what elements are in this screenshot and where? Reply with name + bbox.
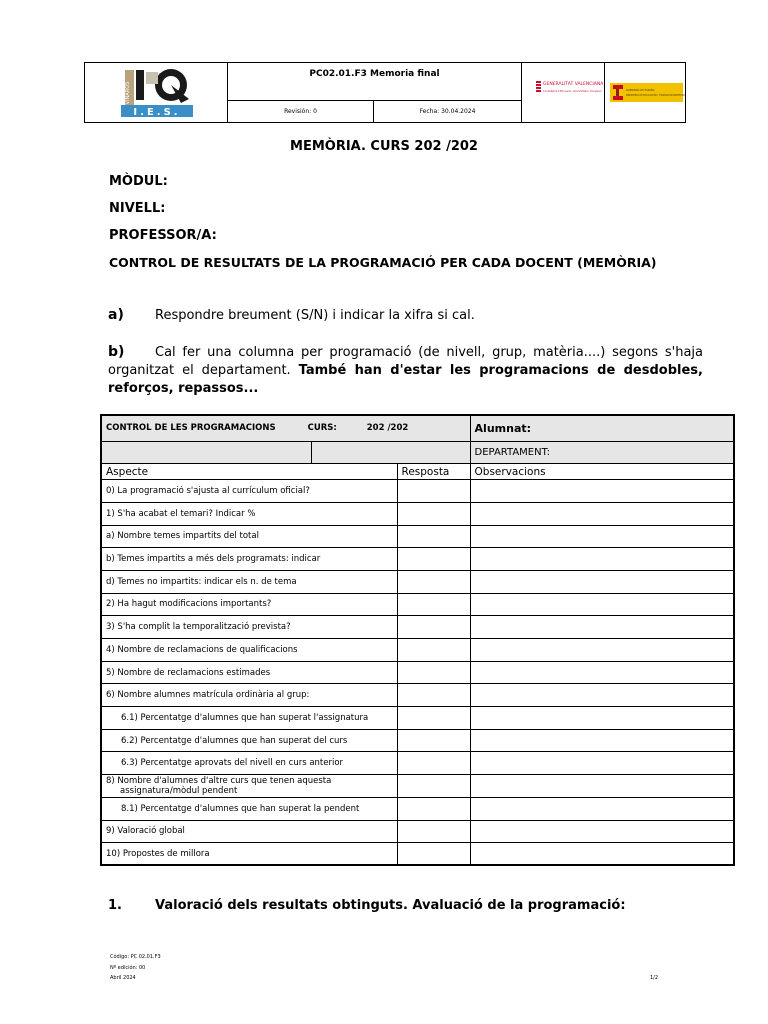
- generalitat-logo: [522, 63, 605, 122]
- row-aspect: 6.2) Percentatge d'alumnes que han superat del curs: [101, 729, 397, 752]
- section-1-text: Valoració dels resultats obtinguts. Avaluació de la programació:: [155, 898, 626, 913]
- resposta-cell[interactable]: [397, 684, 470, 707]
- section-1-number: 1.: [108, 898, 122, 913]
- observacions-cell[interactable]: [470, 616, 734, 639]
- observacions-cell[interactable]: [470, 752, 734, 775]
- modul-label: MÒDUL:: [109, 174, 168, 189]
- table-row: [101, 729, 734, 752]
- row-aspect: b) Temes impartits a més dels programats: indicar: [101, 548, 397, 571]
- doc-date: Fecha: 30.04.2024: [419, 108, 476, 115]
- resposta-cell[interactable]: [397, 707, 470, 730]
- instruction-a-text: Respondre breument (S/N) i indicar la xifra si cal.: [155, 308, 475, 323]
- footer-date: Abril 2024: [110, 975, 136, 981]
- observacions-cell[interactable]: [470, 843, 734, 866]
- table-row: [101, 752, 734, 775]
- instruction-b: [108, 343, 703, 398]
- row-aspect: 3) S'ha complit la temporalització prevista?: [101, 616, 397, 639]
- gv-subtitle: Conselleria d'Educació, Universitats i Ocupació: [543, 90, 602, 93]
- generalitat-icon: [522, 63, 605, 122]
- table-row: [101, 820, 734, 843]
- ministry-line1: GOBIERNO DE ESPAÑA: [626, 89, 655, 92]
- col-resposta: Resposta: [397, 464, 470, 480]
- alumnat-label: Alumnat:: [470, 415, 734, 441]
- table-row: [101, 480, 734, 503]
- curs-label: CURS:: [307, 423, 337, 434]
- resposta-cell[interactable]: [397, 548, 470, 571]
- footer-code: Código: PC 02.01.F3: [110, 954, 161, 960]
- empty-cell[interactable]: [101, 441, 311, 464]
- resposta-cell[interactable]: [397, 820, 470, 843]
- table-department-row: [101, 441, 734, 464]
- curs-value: 202 /202: [366, 423, 409, 434]
- table-row: [101, 616, 734, 639]
- document-header: [84, 62, 686, 123]
- observacions-cell[interactable]: [470, 707, 734, 730]
- resposta-cell[interactable]: [397, 639, 470, 662]
- table-row: [101, 548, 734, 571]
- school-logo: [85, 63, 228, 122]
- resposta-cell[interactable]: [397, 775, 470, 798]
- empty-cell[interactable]: [311, 441, 470, 464]
- resposta-cell[interactable]: [397, 525, 470, 548]
- row-aspect-line1: 8) Nombre d'alumnes d'altre curs que tenen aquesta: [106, 775, 332, 786]
- gv-name: GENERALITAT VALENCIANA: [543, 82, 604, 87]
- row-aspect: [101, 775, 397, 798]
- nivell-label: NIVELL:: [109, 201, 166, 216]
- table-row: [101, 525, 734, 548]
- table-row: [101, 707, 734, 730]
- row-aspect: 0) La programació s'ajusta al currículum oficial?: [101, 480, 397, 503]
- table-row: [101, 570, 734, 593]
- ies-logo-icon: [85, 63, 228, 122]
- professor-label: PROFESSOR/A:: [109, 228, 217, 243]
- row-aspect: 1) S'ha acabat el temari? Indicar %: [101, 502, 397, 525]
- table-row: [101, 502, 734, 525]
- instruction-a: [108, 307, 475, 323]
- observacions-cell[interactable]: [470, 775, 734, 798]
- control-table: [100, 414, 735, 866]
- page-number: 1/2: [650, 975, 659, 981]
- control-curs-cell: [101, 415, 470, 441]
- observacions-cell[interactable]: [470, 820, 734, 843]
- observacions-cell[interactable]: [470, 502, 734, 525]
- row-aspect: 8.1) Percentatge d'alumnes que han superat la pendent: [101, 797, 397, 820]
- instruction-b-bold: També han d'estar les programacions de desdobles, reforços, repassos...: [108, 363, 703, 396]
- col-aspecte: Aspecte: [101, 464, 397, 480]
- instruction-b-label: b): [108, 344, 125, 360]
- revision: Revisión: 0: [228, 101, 374, 122]
- observacions-cell[interactable]: [470, 593, 734, 616]
- resposta-cell[interactable]: [397, 480, 470, 503]
- row-aspect: d) Temes no impartits: indicar els n. de tema: [101, 570, 397, 593]
- observacions-cell[interactable]: [470, 639, 734, 662]
- ministry-logo: [605, 63, 685, 122]
- departament-label: DEPARTAMENT:: [470, 441, 734, 464]
- observacions-cell[interactable]: [470, 480, 734, 503]
- resposta-cell[interactable]: [397, 593, 470, 616]
- table-row: [101, 639, 734, 662]
- row-aspect-line2: assignatura/mòdul pendent: [120, 785, 238, 796]
- control-heading: CONTROL DE RESULTATS DE LA PROGRAMACIÓ PER CADA DOCENT (MEMÒRIA): [109, 255, 657, 270]
- resposta-cell[interactable]: [397, 661, 470, 684]
- footer-edition: Nº edición: 00: [110, 965, 146, 971]
- resposta-cell[interactable]: [397, 570, 470, 593]
- control-label: CONTROL DE LES PROGRAMACIONS: [106, 423, 276, 434]
- instruction-a-label: a): [108, 307, 124, 323]
- resposta-cell[interactable]: [397, 502, 470, 525]
- row-aspect: 6.3) Percentatge aprovats del nivell en curs anterior: [101, 752, 397, 775]
- row-aspect: 4) Nombre de reclamacions de qualificacions: [101, 639, 397, 662]
- observacions-cell[interactable]: [470, 525, 734, 548]
- resposta-cell[interactable]: [397, 729, 470, 752]
- resposta-cell[interactable]: [397, 797, 470, 820]
- resposta-cell[interactable]: [397, 843, 470, 866]
- header-info: [228, 63, 522, 122]
- logo-side-text: VINARÒS: [125, 81, 131, 105]
- column-header-row: [101, 464, 734, 480]
- table-row: [101, 661, 734, 684]
- col-observacions: Observacions: [470, 464, 734, 480]
- row-aspect: 6.1) Percentatge d'alumnes que han superat l'assignatura: [101, 707, 397, 730]
- table-row: [101, 684, 734, 707]
- table-row: [101, 843, 734, 866]
- observacions-cell[interactable]: [470, 570, 734, 593]
- table-header-row: [101, 415, 734, 441]
- row-aspect: 5) Nombre de reclamacions estimades: [101, 661, 397, 684]
- observacions-cell[interactable]: [470, 548, 734, 571]
- observacions-cell[interactable]: [470, 661, 734, 684]
- row-aspect: 10) Propostes de millora: [101, 843, 397, 866]
- row-aspect: 9) Valoració global: [101, 820, 397, 843]
- section-1-heading: [108, 898, 626, 913]
- table-row: [101, 775, 734, 798]
- row-aspect: a) Nombre temes impartits del total: [101, 525, 397, 548]
- table-row: [101, 797, 734, 820]
- resposta-cell[interactable]: [397, 616, 470, 639]
- logo-ies-text: I.E.S.: [133, 107, 181, 118]
- doc-title: PC02.01.F3 Memoria final: [228, 63, 521, 101]
- row-aspect: 2) Ha hagut modificacions importants?: [101, 593, 397, 616]
- observacions-cell[interactable]: [470, 797, 734, 820]
- ministry-icon: [605, 63, 685, 122]
- row-aspect: 6) Nombre alumnes matrícula ordinària al grup:: [101, 684, 397, 707]
- table-row: [101, 593, 734, 616]
- observacions-cell[interactable]: [470, 684, 734, 707]
- observacions-cell[interactable]: [470, 729, 734, 752]
- ministry-line2: MINISTERIO DE EDUCACIÓN Y FORMACIÓN PROFESIONAL: [626, 94, 685, 97]
- resposta-cell[interactable]: [397, 752, 470, 775]
- instruction-b-text: Cal fer una columna per programació (de nivell, grup, matèria....) segons s'haja organitzat el departament.: [108, 345, 703, 378]
- page-title: MEMÒRIA. CURS 202 /202: [290, 139, 478, 154]
